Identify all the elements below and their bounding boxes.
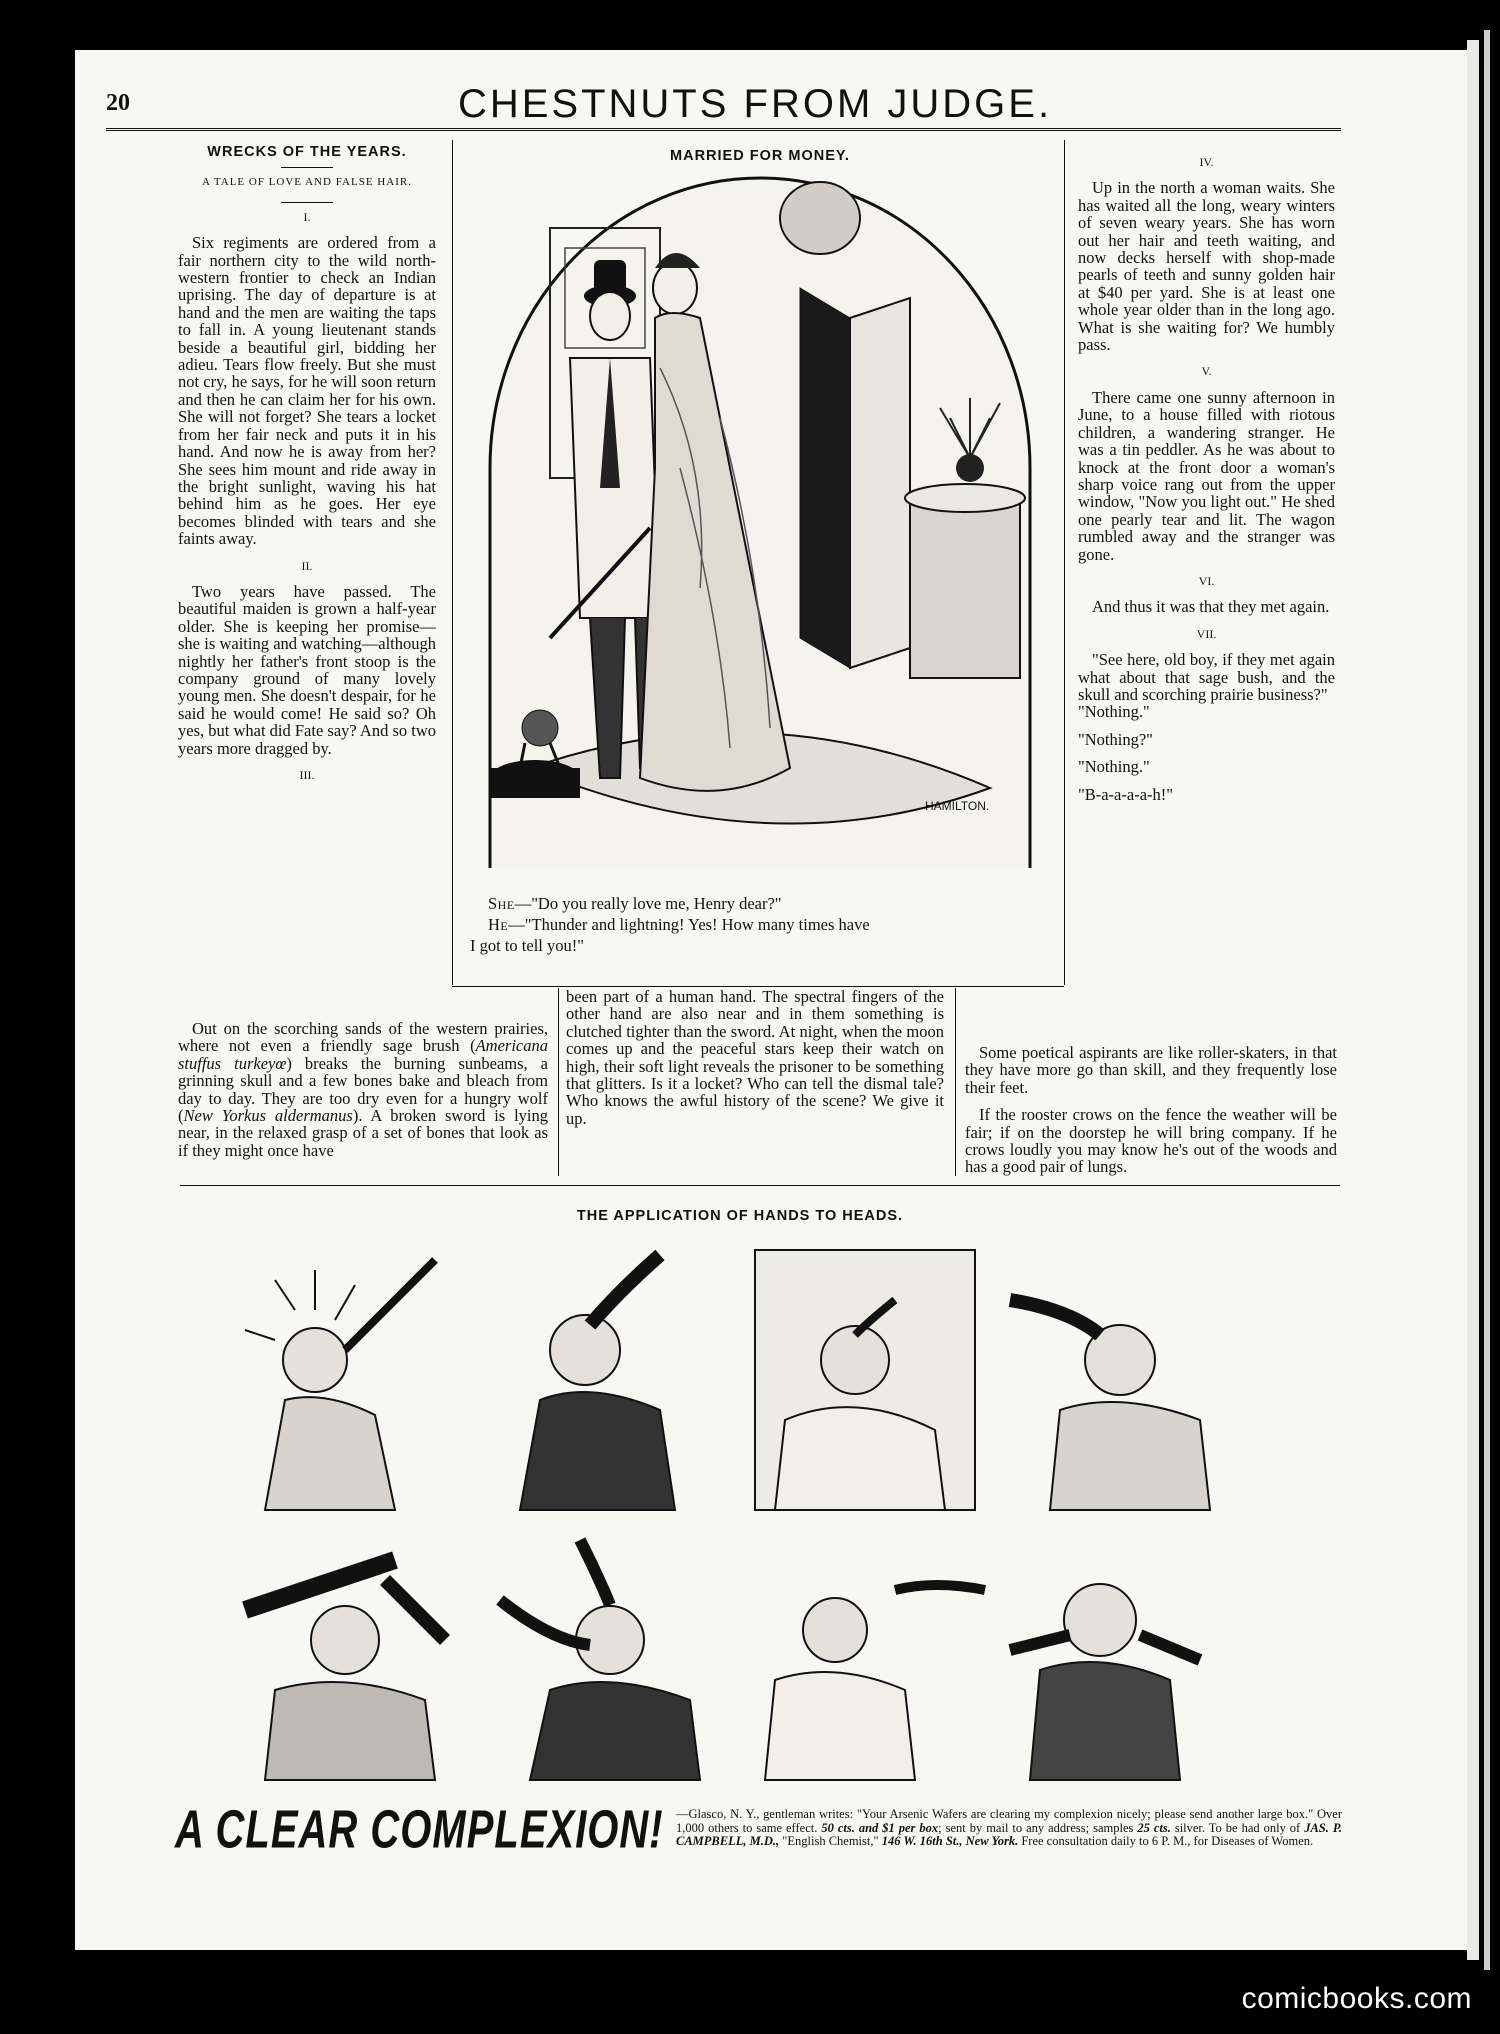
caption-he-text-1: —"Thunder and lightning! Yes! How many times have xyxy=(508,915,870,934)
section-numeral: VI. xyxy=(1198,573,1215,588)
page-number: 20 xyxy=(106,90,130,116)
story-title: WRECKS OF THE YEARS. xyxy=(207,144,407,160)
cartoon-panel xyxy=(245,1260,435,1510)
story-paragraph: Two years have passed. The beautiful maiden is grown a half-year older. She is keeping her promise—she is waiting and watching—although nightly her father's front stoop is the company ground of many lovely young men. She doesn't despair, for he said he would come! He said so? Oh yes, but what did Fate say? And so two years more dragged by. xyxy=(178,581,437,758)
story-paragraph: Six regiments are ordered from a fair northern city to the wild north-western frontier to check an Indian uprising. The day of departure is at hand and the men are waiting the taps to fall in. A young lieutenant stands beside a beautiful girl, bidding her adieu. Tears flow freely. But she must not cry, he says, for he will soon return and then he can claim her for his own. She will not forget? She tears a locket from her fair neck and puts it in his hand. And now he is away from her? She sees him mount and ride away in the bright sunlight, waving his hat behind him as he goes. Her eye becomes blinded with tears and she faints away. xyxy=(178,233,436,549)
section-numeral: VII. xyxy=(1196,626,1217,641)
story-section-iii-part-2 xyxy=(566,988,944,1137)
story-paragraph: "See here, old boy, if they met again what about that sage bush, and the skull and scorching prairie business?" xyxy=(1078,650,1335,704)
story-subtitle: A TALE OF LOVE AND FALSE HAIR. xyxy=(202,176,412,189)
ad-text-run: silver. To be had only of xyxy=(1174,1820,1301,1835)
illustration-caption xyxy=(470,893,1050,956)
cartoon-title: THE APPLICATION OF HANDS TO HEADS. xyxy=(576,1208,904,1224)
squib: Some poetical aspirants are like roller-skaters, in that they have more go than skill, and they frequently lose their feet. xyxy=(965,1043,1337,1097)
ad-sample-price: 25 cts. xyxy=(1137,1820,1171,1835)
story-paragraph: Up in the north a woman waits. She has waited all the long, weary winters of seven weary years. She has worn out her hair and teeth waiting, and now decks herself with shop-made pearls of teeth and sunny golden hair at $40 per yard. She is at least one whole year older than in the long ago. What is she waiting for? We humbly pass. xyxy=(1078,178,1335,355)
cartoon-panel xyxy=(520,1255,675,1510)
married-for-money-illustration xyxy=(470,168,1050,894)
hands-to-heads-cartoon xyxy=(235,1240,1255,1792)
reply-line: "Nothing." xyxy=(1078,702,1150,722)
header-rule xyxy=(106,128,1341,131)
story-column-left xyxy=(178,144,436,792)
ad-seller: JAS. P. CAMPBELL, M.D., xyxy=(676,1820,1343,1848)
running-title: CHESTNUTS FROM JUDGE. xyxy=(457,82,1053,126)
section-numeral: IV. xyxy=(1199,155,1214,169)
column-rule-left xyxy=(452,140,453,985)
advertisement-body xyxy=(676,1808,1342,1849)
text-run: Out on the scorching sands of the western prairies, where not even a friendly sage brush ( xyxy=(178,1019,548,1056)
caption-he xyxy=(488,914,1050,935)
caption-she-text: —"Do you really love me, Henry dear?" xyxy=(514,894,782,913)
story-paragraph: And thus it was that they met again. xyxy=(1092,597,1330,617)
section-numeral: V. xyxy=(1201,364,1212,379)
squibs-column xyxy=(965,1044,1337,1186)
subtitle-rule xyxy=(281,202,333,203)
advertisement-headline: A CLEAR COMPLEXION! xyxy=(175,1800,664,1860)
next-page-edge-shadow xyxy=(1484,30,1490,1970)
title-rule xyxy=(281,167,333,168)
illustration-title: MARRIED FOR MONEY. xyxy=(670,148,850,164)
story-paragraph xyxy=(178,1020,548,1159)
ad-price: 50 cts. and $1 per box xyxy=(821,1820,939,1835)
site-watermark: comicbooks.com xyxy=(1241,1982,1472,2015)
cartoon-panel xyxy=(1010,1300,1210,1510)
next-page-edge xyxy=(1467,40,1479,1960)
squib: If the rooster crows on the fence the weather will be fair; if on the doorstep he will bring company. If he crows loudly you may know he's out of the woods and has a good pair of lungs. xyxy=(965,1105,1337,1177)
reply-line: "Nothing." xyxy=(1078,757,1150,777)
reply-line: "Nothing?" xyxy=(1078,729,1153,749)
text-run: ). A broken sword is lying near, in the relaxed grasp of a set of bones that look as if they might once have xyxy=(178,1106,548,1160)
text-run: ) breaks the burning sunbeams, a grinning skull and a few bones bake and bleach from day to day. They are too dry even for a hungry wolf ( xyxy=(178,1053,548,1126)
caption-he-continued: I got to tell you!" xyxy=(470,936,584,955)
section-numeral: II. xyxy=(301,558,313,573)
caption-she-speaker: She xyxy=(488,894,515,913)
section-numeral: I. xyxy=(303,209,311,224)
story-section-iii-part-1 xyxy=(178,1020,548,1169)
ad-text-run: —Glasco, N. Y., gentleman writes: "Your Arsenic Wafers are clearing my complexion nicely; please send another large box." Over 1,000 others to same effect. xyxy=(676,1807,1342,1835)
latin-name: Americana stuffus turkeyœ xyxy=(178,1036,548,1073)
caption-she xyxy=(488,893,1050,914)
cartoon-panel xyxy=(765,1585,985,1780)
column-rule-right xyxy=(1064,140,1065,985)
column-rule-lower-2 xyxy=(955,988,956,1176)
cartoon-panel xyxy=(500,1540,700,1780)
column-rule-lower-1 xyxy=(558,988,559,1176)
story-paragraph: been part of a human hand. The spectral fingers of the other hand are also near and in them something is clutched tighter than the sword. At night, when the moon comes up and the peaceful stars keep their watch on high, their soft light reveals the prisoner to be something that glitters. Is it a locket? Who can tell the dismal tale? Who knows the awful history of the scene? We give it up. xyxy=(566,987,944,1128)
ad-text-run: "English Chemist," xyxy=(782,1834,879,1848)
section-numeral: III. xyxy=(299,768,315,782)
artist-signature: HAMILTON. xyxy=(925,799,990,813)
cartoon-panel xyxy=(245,1560,445,1780)
story-paragraph: There came one sunny afternoon in June, to a house filled with riotous children, a wandering stranger. He was a tin peddler. As he was about to knock at the front door a woman's sharp voice rang out from the upper window, "Now you light out." He shed one pearly tear and lit. The wagon rumbled away and the stranger was gone. xyxy=(1078,387,1335,564)
cartoon-panel xyxy=(755,1250,975,1510)
latin-name: New Yorkus aldermanus xyxy=(183,1106,353,1126)
ad-text-run: ; sent by mail to any address; samples xyxy=(938,1820,1134,1835)
story-column-right xyxy=(1078,148,1335,813)
ad-address: 146 W. 16th St., New York. xyxy=(881,1834,1019,1848)
ad-text-run: Free consultation daily to 6 P. M., for Diseases of Women. xyxy=(1021,1834,1314,1848)
reply-line: "B-a-a-a-a-h!" xyxy=(1078,784,1173,804)
caption-he-speaker: He xyxy=(488,915,509,934)
cartoon-panel xyxy=(1010,1584,1200,1780)
